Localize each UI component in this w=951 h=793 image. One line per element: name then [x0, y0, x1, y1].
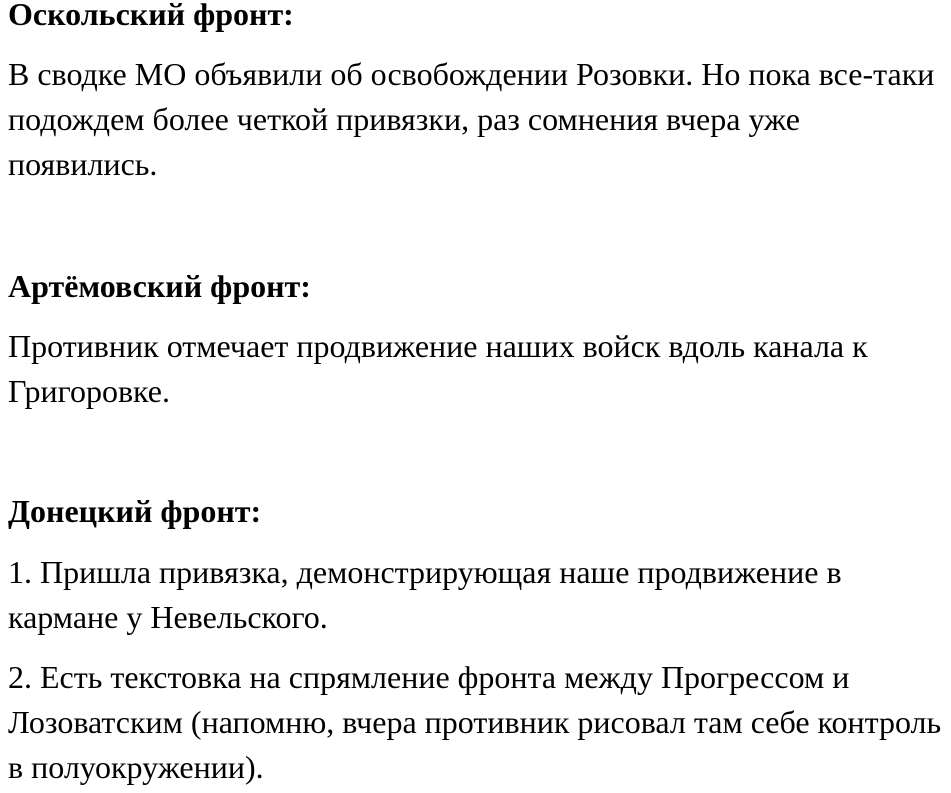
- section-paragraph-artemovsk: Противник отмечает продвижение наших войск вдоль канала к Григоровке.: [8, 328, 868, 409]
- section-heading-donetsk: Донецкий фронт:: [8, 493, 262, 529]
- section-paragraph-oskol: В сводке МО объявили об освобождении Розовки. Но пока все-таки подождем более четкой привязки, раз сомнения вчера уже появились.: [8, 56, 935, 182]
- section-paragraph-donetsk-2: 2. Есть текстовка на спрямление фронта между Прогрессом и Лозоватским (напомню, вчера противник рисовал там себе контроль в полуокружении).: [8, 659, 942, 785]
- section-heading-artemovsk: Артёмовский фронт:: [8, 268, 311, 304]
- section-paragraph-donetsk-1: 1. Пришла привязка, демонстрирующая наше продвижение в кармане у Невельского.: [8, 554, 842, 635]
- section-heading-oskol: Оскольский фронт:: [8, 0, 294, 32]
